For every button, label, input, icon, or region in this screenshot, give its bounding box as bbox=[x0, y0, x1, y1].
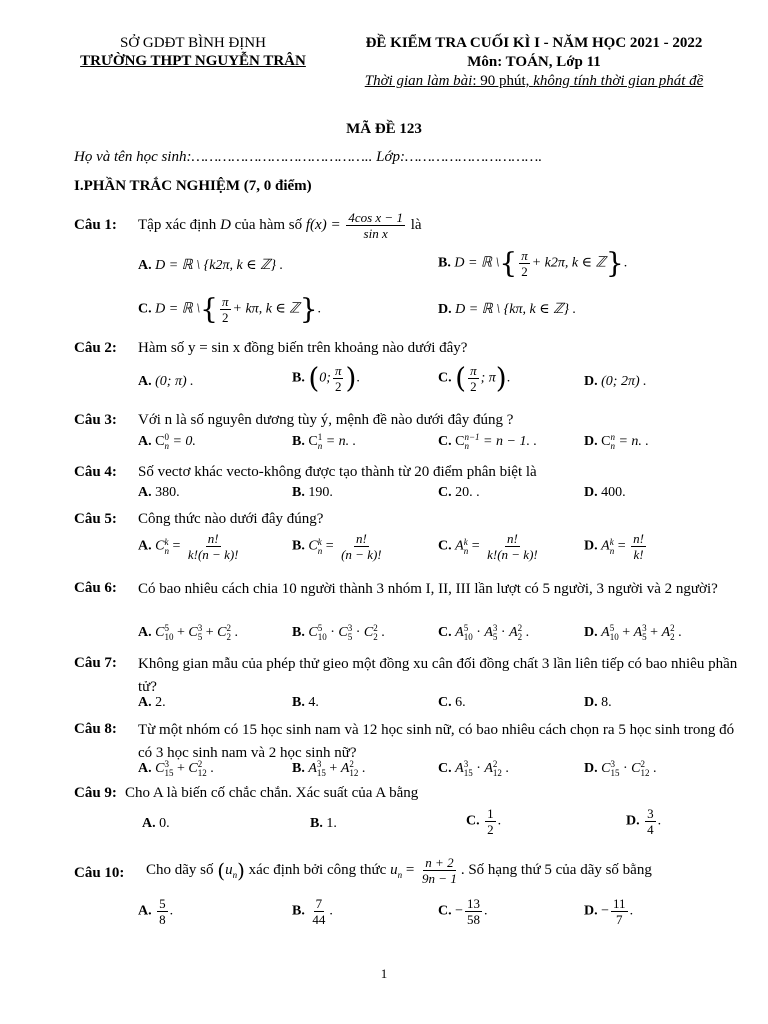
question-label: Câu 8: bbox=[74, 721, 117, 737]
option-a[interactable]: A. $\frac{5}{8}$ . bbox=[138, 896, 174, 927]
page-number: 1 bbox=[380, 966, 388, 981]
option-a[interactable]: A. 0. bbox=[142, 816, 170, 831]
option-a[interactable]: A. C 5 10 + C 3 5 + C 2 2 . bbox=[138, 623, 238, 642]
option-a[interactable]: A. D = ℝ \ {k2π, k ∈ ℤ} . bbox=[138, 258, 284, 273]
option-b[interactable]: B. D = ℝ \{ $\frac{\pi}{2}$ + k2π, k ∈ ℤ}. bbox=[438, 246, 628, 280]
option-d[interactable]: D. (0; 2π) . bbox=[584, 374, 647, 389]
option-c[interactable]: C. A k n = $\frac{n!}{k!(n - k)!}$ bbox=[438, 531, 538, 562]
option-d[interactable]: D. − $\frac{11}{7}$ . bbox=[584, 896, 634, 927]
option-b[interactable]: B. C k n = $\frac{n!}{(n - k)!}$ bbox=[292, 531, 382, 562]
option-d[interactable]: D. C 3 15 · C 2 12 . bbox=[584, 759, 657, 778]
option-c[interactable]: C. A 5 10 · A 3 5 · A 2 2 . bbox=[438, 623, 530, 642]
option-a[interactable]: A. (0; π) . bbox=[138, 374, 194, 389]
option-c[interactable]: C. C n−1 n = n − 1. . bbox=[438, 432, 537, 451]
question-label: Câu 7: bbox=[74, 655, 117, 671]
question-text: Có bao nhiêu cách chia 10 người thành 3 nhóm I, II, III lần lượt có 5 người, 3 người và 2 người? bbox=[138, 581, 718, 597]
option-a[interactable]: A. C 3 15 + C 2 12 . bbox=[138, 759, 214, 778]
section-title: I.PHẦN TRẮC NGHIỆM (7, 0 điểm) bbox=[74, 178, 312, 194]
question-label: Câu 3: bbox=[74, 412, 117, 428]
exam-code: MÃ ĐỀ 123 bbox=[346, 121, 422, 137]
option-b[interactable]: B. 190. bbox=[292, 485, 333, 500]
question-label: Câu 9: bbox=[74, 785, 117, 801]
option-b[interactable]: B. 4. bbox=[292, 695, 319, 710]
option-c[interactable]: C. 6. bbox=[438, 695, 466, 710]
exam-header bbox=[330, 34, 738, 91]
question-text: Cho dãy số $(u_n)$ xác định bởi công thức $u_n$ = $\frac{n + 2}{9n - 1}$ . Số hạng thứ 5 của dãy số bằng bbox=[146, 855, 652, 886]
option-c[interactable]: C. A 3 15 · A 2 12 . bbox=[438, 759, 509, 778]
subject-line: Môn: TOÁN, Lớp 11 bbox=[467, 54, 601, 70]
option-d[interactable]: D. A k n = $\frac{n!}{k!}$ bbox=[584, 531, 644, 562]
option-b[interactable]: B. 1. bbox=[310, 816, 337, 831]
question-label: Câu 6: bbox=[74, 580, 117, 596]
option-c[interactable]: C. D = ℝ \{ $\frac{\pi}{2}$ + kπ, k ∈ ℤ}. bbox=[138, 292, 322, 326]
question-label: Câu 5: bbox=[74, 511, 117, 527]
option-b[interactable]: B. A 3 15 + A 2 12 . bbox=[292, 759, 366, 778]
option-c[interactable]: C. − $\frac{13}{58}$ . bbox=[438, 896, 488, 927]
option-d[interactable]: D. C n n = n. . bbox=[584, 432, 649, 451]
option-c[interactable]: C. $\frac{1}{2}$ . bbox=[466, 806, 502, 837]
option-d[interactable]: D. D = ℝ \ {kπ, k ∈ ℤ} . bbox=[438, 302, 577, 317]
option-c[interactable]: C. 20. . bbox=[438, 485, 480, 500]
option-b[interactable]: B. C 5 10 · C 3 5 · C 2 2 . bbox=[292, 623, 385, 642]
exam-title: ĐỀ KIỂM TRA CUỐI KÌ I - NĂM HỌC 2021 - 2022 bbox=[365, 35, 703, 51]
school-header bbox=[68, 34, 318, 70]
question-text: Với n là số nguyên dương tùy ý, mệnh đề nào dưới đây đúng ? bbox=[138, 412, 514, 428]
option-a[interactable]: A. C 0 n = 0. bbox=[138, 432, 196, 451]
question-text: Tập xác định D của hàm số f(x) = $\frac{\text{4cos x − 1}}{\text{sin x}}$ là bbox=[138, 210, 422, 241]
question-text: Công thức nào dưới đây đúng? bbox=[138, 511, 324, 527]
question-label: Câu 4: bbox=[74, 464, 117, 480]
option-d[interactable]: D. A 5 10 + A 3 5 + A 2 2 . bbox=[584, 623, 682, 642]
option-d[interactable]: D. 400. bbox=[584, 485, 626, 500]
time-line: Thời gian làm bài: 90 phút, không tính thời gian phát đề bbox=[364, 73, 704, 89]
option-b[interactable]: B. (0; $\frac{\pi}{2}$ ). bbox=[292, 361, 360, 395]
question-text: Từ một nhóm có 15 học sinh nam và 12 học sinh nữ, có bao nhiêu cách chọn ra 5 học sinh trong đó có 3 học sinh nam và 2 học sinh nữ? bbox=[138, 722, 735, 761]
question-label: Câu 1: bbox=[74, 217, 117, 233]
option-a[interactable]: A. 380. bbox=[138, 485, 180, 500]
option-d[interactable]: D. $\frac{3}{4}$ . bbox=[626, 806, 662, 837]
option-d[interactable]: D. 8. bbox=[584, 695, 612, 710]
question-text: Không gian mẫu của phép thử gieo một đồng xu cân đối đồng chất 3 lần liên tiếp có bao nhiêu phần tử? bbox=[138, 656, 738, 695]
question-text: Số vectơ khác vecto-không được tạo thành từ 20 điểm phân biệt là bbox=[138, 464, 537, 480]
option-b[interactable]: B. $\frac{7}{44}$ . bbox=[292, 896, 333, 927]
question-text: Cho A là biến cố chắc chắn. Xác suất của A bằng bbox=[125, 785, 419, 801]
department-name: SỞ GDĐT BÌNH ĐỊNH bbox=[120, 35, 266, 51]
option-c[interactable]: C. ( $\frac{\pi}{2}$ ; π). bbox=[438, 361, 511, 395]
student-info-line: Họ và tên học sinh:………………………………….. Lớp:…………………………. bbox=[74, 149, 543, 165]
question-label: Câu 2: bbox=[74, 340, 117, 356]
option-a[interactable]: A. C k n = $\frac{n!}{k!(n - k)!}$ bbox=[138, 531, 239, 562]
option-b[interactable]: B. C 1 n = n. . bbox=[292, 432, 357, 451]
question-label: Câu 10: bbox=[74, 865, 125, 881]
option-a[interactable]: A. 2. bbox=[138, 695, 166, 710]
school-name: TRƯỜNG THPT NGUYỄN TRÂN bbox=[80, 53, 306, 69]
question-text: Hàm số y = sin x đồng biến trên khoảng nào dưới đây? bbox=[138, 340, 468, 356]
